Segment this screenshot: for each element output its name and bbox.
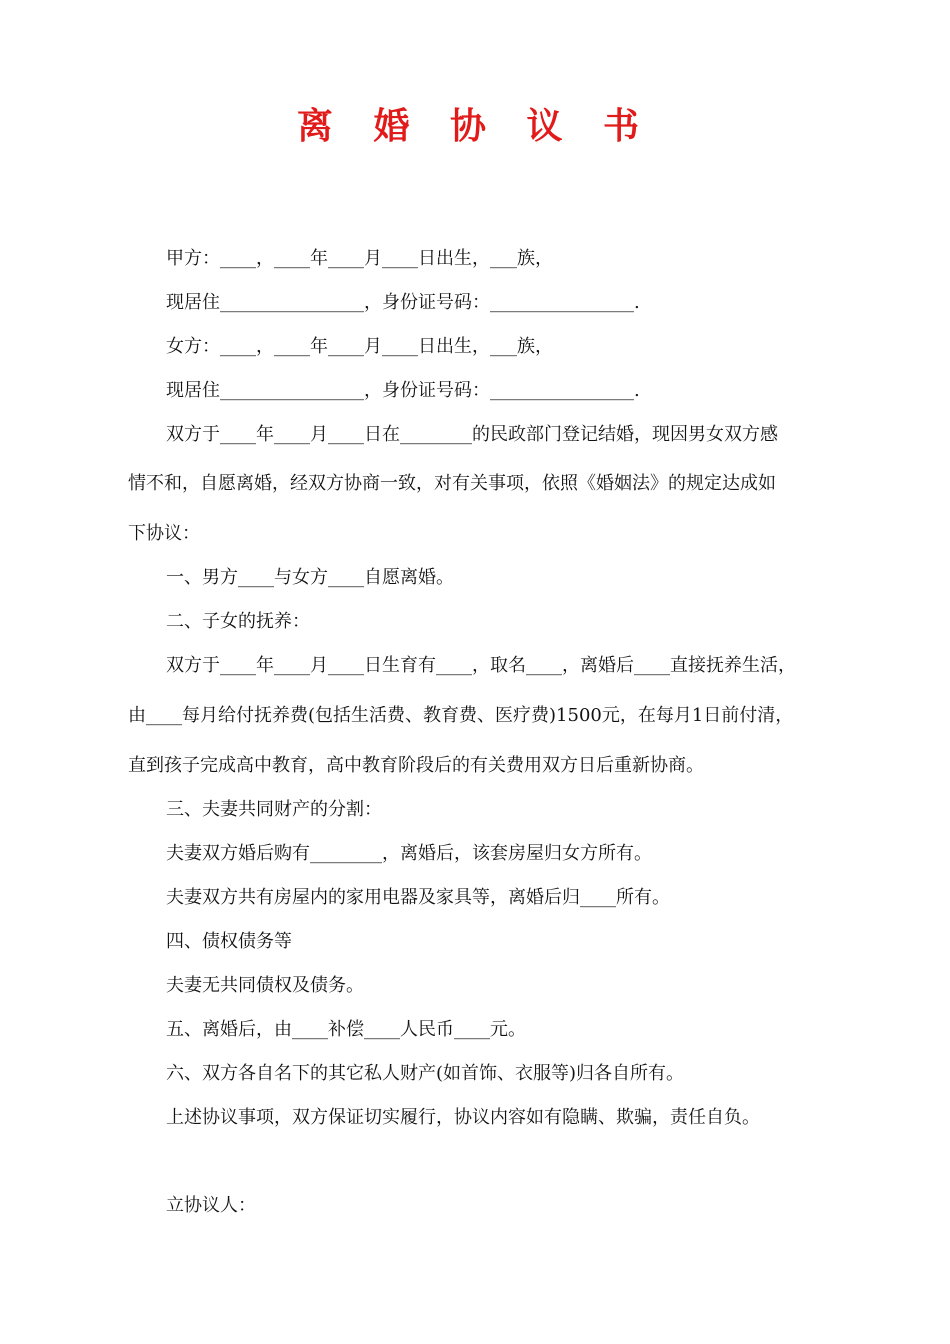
clause-3-heading: 三、夫妻共同财产的分割：	[166, 799, 382, 820]
signatory-label: 立协议人：	[166, 1195, 256, 1216]
guarantee-line: 上述协议事项，双方保证切实履行，协议内容如有隐瞒、欺骗，责任自负。	[166, 1107, 760, 1128]
child-support-line-1: 双方于____年____月____日生育有____，取名____，离婚后____直接抚养生活，	[166, 655, 796, 676]
marriage-paragraph-line-3: 下协议：	[128, 523, 200, 544]
document-title: 离 婚 协 议 书	[296, 106, 654, 147]
marriage-paragraph-line-1: 双方于____年____月____日在________的民政部门登记结婚，现因男女双方感	[166, 424, 778, 445]
marriage-paragraph-line-2: 情不和，自愿离婚，经双方协商一致，对有关事项，依照《婚姻法》的规定达成如	[128, 473, 776, 494]
party-a-line: 甲方：____，____年____月____日出生，___族，	[166, 248, 553, 269]
clause-2-heading: 二、子女的抚养：	[166, 611, 310, 632]
child-support-line-2: 由____每月给付抚养费(包括生活费、教育费、医疗费)1500元，在每月1日前付清，	[128, 705, 794, 726]
property-line-1: 夫妻双方婚后购有________，离婚后，该套房屋归女方所有。	[166, 843, 652, 864]
clause-4-heading: 四、债权债务等	[166, 931, 292, 952]
child-support-line-3: 直到孩子完成高中教育，高中教育阶段后的有关费用双方日后重新协商。	[128, 755, 704, 776]
debt-line: 夫妻无共同债权及债务。	[166, 975, 364, 996]
clause-1: 一、男方____与女方____自愿离婚。	[166, 567, 454, 588]
party-b-line: 女方：____，____年____月____日出生，___族，	[166, 336, 553, 357]
clause-5: 五、离婚后，由____补偿____人民币____元。	[166, 1019, 526, 1040]
clause-6: 六、双方各自名下的其它私人财产(如首饰、衣服等)归各自所有。	[166, 1063, 685, 1084]
party-a-address-line: 现居住________________，身份证号码：________________.	[166, 292, 640, 313]
property-line-2: 夫妻双方共有房屋内的家用电器及家具等，离婚后归____所有。	[166, 887, 670, 908]
party-b-address-line: 现居住________________，身份证号码：________________.	[166, 380, 640, 401]
